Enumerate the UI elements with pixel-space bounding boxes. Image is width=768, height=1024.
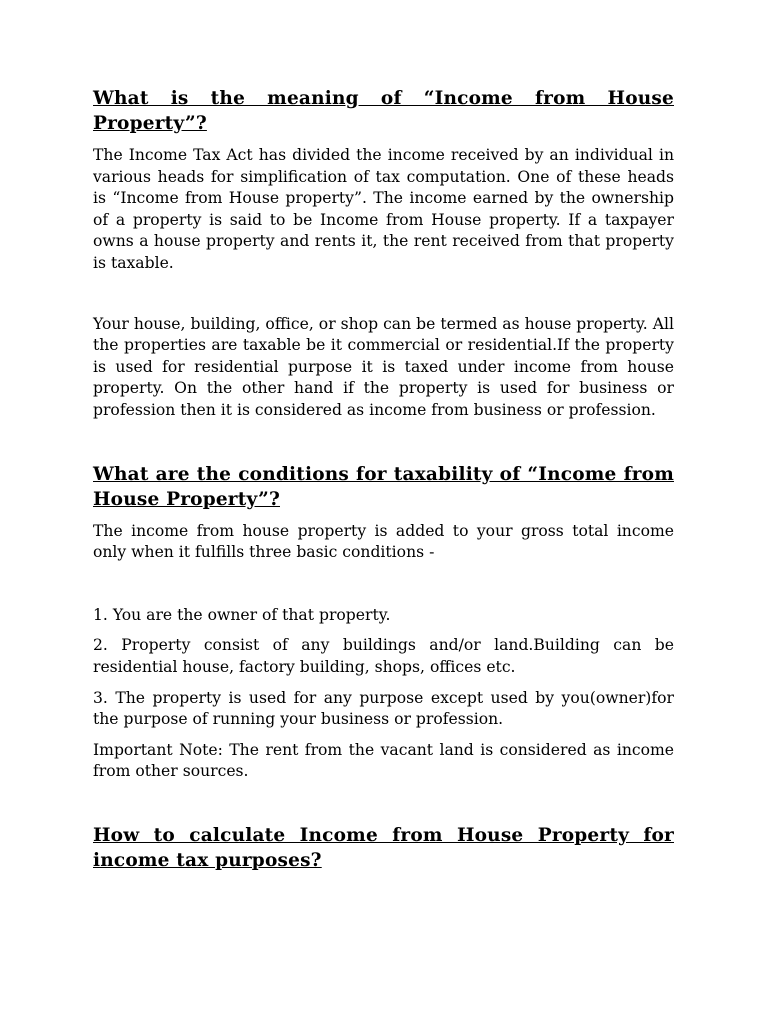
section-heading-conditions: What are the conditions for taxability of “Income from House Property”? xyxy=(93,463,674,510)
condition-item-1: 1. You are the owner of that property. xyxy=(93,605,391,624)
paragraph-house-property-types: Your house, building, office, or shop can be termed as house property. All the properties are taxable be it commercial or residential.If the property is used for residential purpose it is taxed under income from house property. On the other hand if the property is used for business or profession then it is considered as income from business or profession. xyxy=(93,314,674,419)
document-page xyxy=(93,86,674,873)
paragraph-income-tax-act: The Income Tax Act has divided the income received by an individual in various heads for simplification of tax computation. One of these heads is “Income from House property”. The income earned by the ownership of a property is said to be Income from House property. If a taxpayer owns a house property and rents it, the rent received from that property is taxable. xyxy=(93,146,674,272)
condition-item-2: 2. Property consist of any buildings and/or land.Building can be residential house, factory building, shops, offices etc. xyxy=(93,636,674,676)
section-heading-meaning: What is the meaning of “Income from House Property”? xyxy=(93,88,674,134)
important-note: Important Note: The rent from the vacant land is considered as income from other sources. xyxy=(93,740,674,781)
condition-item-3: 3. The property is used for any purpose except used by you(owner)for the purpose of running your business or profession. xyxy=(93,688,674,729)
paragraph-conditions-intro: The income from house property is added to your gross total income only when it fulfills three basic conditions - xyxy=(93,521,674,562)
section-heading-calculate: How to calculate Income from House Property for income tax purposes? xyxy=(93,824,674,871)
